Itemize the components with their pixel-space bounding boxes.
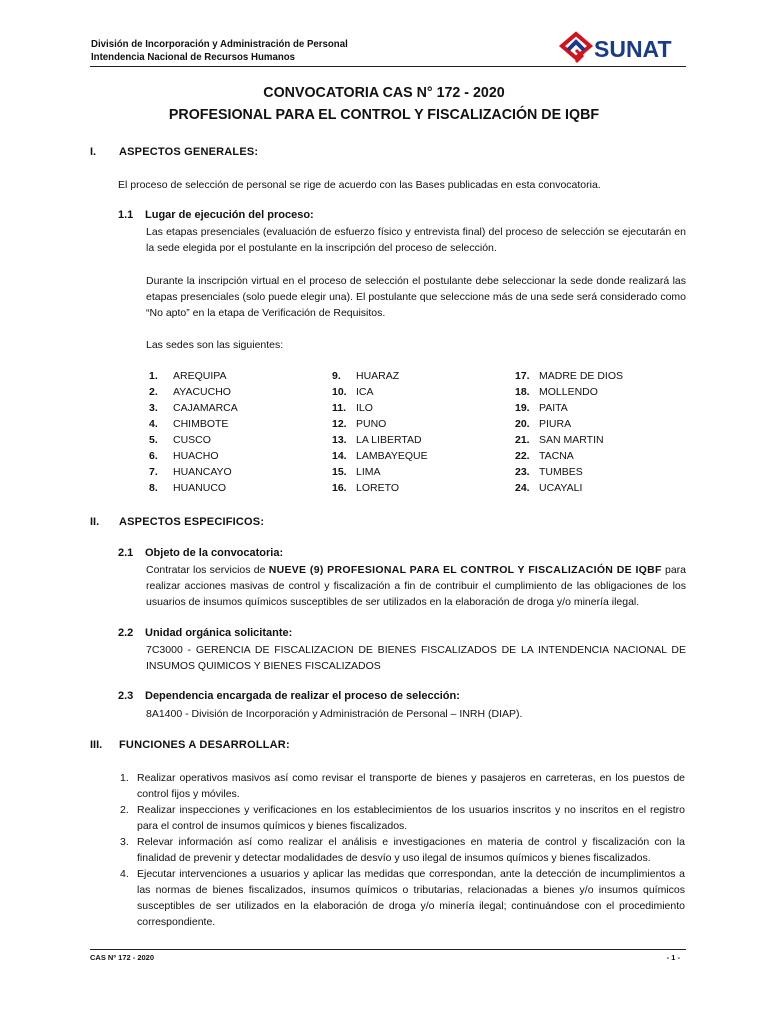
title-line-2: PROFESIONAL PARA EL CONTROL Y FISCALIZACIÓN DE IQBF bbox=[168, 106, 600, 123]
sedes-column-2 bbox=[332, 368, 502, 496]
sede-item: 14. LAMBAYEQUE bbox=[332, 450, 428, 462]
sede-item: 3. CAJAMARCA bbox=[149, 402, 238, 414]
sunat-logo-text: SUNAT bbox=[594, 36, 672, 62]
sede-item: 20. PIURA bbox=[515, 418, 572, 430]
header-divider bbox=[90, 66, 686, 67]
sede-item: 7. HUANCAYO bbox=[149, 466, 232, 478]
sede-item: 5. CUSCO bbox=[149, 434, 211, 446]
section-1-title: ASPECTOS GENERALES: bbox=[119, 146, 259, 158]
sede-item: 16. LORETO bbox=[332, 482, 399, 494]
section-2-title: ASPECTOS ESPECIFICOS: bbox=[119, 516, 265, 528]
header-unit-name bbox=[91, 38, 348, 64]
sunat-logo-icon bbox=[558, 30, 688, 66]
sede-item: 17. MADRE DE DIOS bbox=[515, 370, 624, 382]
title-line-1: CONVOCATORIA CAS N° 172 - 2020 bbox=[263, 84, 505, 101]
subsection-1-1-paragraph-2: Durante la inscripción virtual en el proceso de selección el postulante debe seleccionar la sede donde realizará las etapas presenciales (solo puede elegir una). El postulante que seleccione más de una sede será considerado como “No apto” en la etapa de Verificación de Requisitos. bbox=[146, 275, 686, 319]
sede-item: 10. ICA bbox=[332, 386, 374, 398]
subsection-2-1-paragraph: Contratar los servicios de NUEVE (9) PROFESIONAL PARA EL CONTROL Y FISCALIZACIÓN DE IQBF para realizar acciones masivas de control y fiscalización a fin de contribuir el cumplimiento de las obligaciones de los usuarios de insumos químicos susceptibles de ser utilizados en la elaboración de droga y/o minería ilegal. bbox=[146, 564, 686, 608]
sedes-column-3 bbox=[515, 368, 685, 496]
subsection-2-1-title: Objeto de la convocatoria: bbox=[145, 547, 284, 559]
sede-item: 24. UCAYALI bbox=[515, 482, 583, 494]
section-1-number: I. bbox=[90, 146, 97, 158]
footer-reference: CAS Nº 172 - 2020 bbox=[90, 953, 155, 962]
sede-item: 22. TACNA bbox=[515, 450, 574, 462]
subsection-2-1-number: 2.1 bbox=[118, 547, 134, 559]
subsection-2-2-text: 7C3000 - GERENCIA DE FISCALIZACION DE BIENES FISCALIZADOS DE LA INTENDENCIA NACIONAL DE INSUMOS QUIMICOS Y BIENES FISCALIZADOS bbox=[146, 644, 686, 672]
sede-item: 11. ILO bbox=[332, 402, 373, 414]
subsection-2-2-number: 2.2 bbox=[118, 627, 134, 639]
subsection-1-1-paragraph-3: Las sedes son las siguientes: bbox=[146, 339, 284, 351]
sede-item: 4. CHIMBOTE bbox=[149, 418, 229, 430]
sede-item: 8. HUANUCO bbox=[149, 482, 227, 494]
subsection-2-1-highlight: NUEVE (9) PROFESIONAL PARA EL CONTROL Y FISCALIZACIÓN DE IQBF bbox=[268, 564, 662, 576]
sede-item: 13. LA LIBERTAD bbox=[332, 434, 422, 446]
sede-item: 21. SAN MARTIN bbox=[515, 434, 604, 446]
sede-item: 9. HUARAZ bbox=[332, 370, 400, 382]
sede-item: 1. AREQUIPA bbox=[149, 370, 227, 382]
subsection-2-3-number: 2.3 bbox=[118, 690, 134, 702]
subsection-2-3-text: 8A1400 - División de Incorporación y Administración de Personal – INRH (DIAP). bbox=[146, 708, 523, 720]
section-2-number: II. bbox=[90, 516, 100, 528]
sede-item: 23. TUMBES bbox=[515, 466, 583, 478]
subsection-1-1-paragraph-1: Las etapas presenciales (evaluación de esfuerzo físico y entrevista final) del proceso de selección se ejecutarán en la sede elegida por el postulante en la inscripción del proceso de selección. bbox=[146, 226, 686, 254]
subsection-2-3-title: Dependencia encargada de realizar el proceso de selección: bbox=[145, 690, 460, 702]
header-line-1: División de Incorporación y Administración de Personal bbox=[91, 38, 348, 50]
sede-item: 15. LIMA bbox=[332, 466, 381, 478]
subsection-2-2-title: Unidad orgánica solicitante: bbox=[145, 627, 293, 639]
header-line-2: Intendencia Nacional de Recursos Humanos bbox=[91, 51, 295, 63]
sede-item: 18. MOLLENDO bbox=[515, 386, 598, 398]
sede-item: 19. PAITA bbox=[515, 402, 568, 414]
footer-divider bbox=[90, 949, 686, 950]
sedes-column-1 bbox=[149, 368, 319, 496]
section-3-number: III. bbox=[90, 739, 103, 751]
section-3-title: FUNCIONES A DESARROLLAR: bbox=[119, 739, 290, 751]
page-number: - 1 - bbox=[666, 953, 680, 962]
subsection-1-1-title: Lugar de ejecución del proceso: bbox=[145, 209, 314, 221]
sede-item: 6. HUACHO bbox=[149, 450, 219, 462]
sunat-logo bbox=[558, 30, 688, 66]
sede-item: 2. AYACUCHO bbox=[149, 386, 231, 398]
functions-list: 1. Realizar operativos masivos así como revisar el transporte de bienes y pasajeros en carreteras, en los puestos de control fijos y móviles. 2. Realizar inspecciones y verificaciones en los establecimientos de los usuarios inscritos y no inscritos en el registro para el control de insumos químicos y bienes fiscalizados. 3. Relevar información así como realizar el análisis e investigaciones en materia de control y fiscalización con la finalidad de prevenir y detectar modalidades de desvío y uso ilegal de insumos químicos y bienes fiscalizados. 4. Ejecutar intervenciones a usuarios y aplicar las medidas que correspondan, ante la detección de incumplimientos a las normas de bienes fiscalizados, insumos químicos o tributarias, relacionadas a bienes y/o insumos químicos susceptibles de ser utilizados en la elaboración de droga y/o minería ilegal; continuándose con el procedimiento correspondiente. bbox=[120, 772, 685, 928]
subsection-1-1-number: 1.1 bbox=[118, 209, 134, 221]
section-1-intro: El proceso de selección de personal se rige de acuerdo con las Bases publicadas en esta convocatoria. bbox=[118, 179, 601, 191]
sede-item: 12. PUNO bbox=[332, 418, 387, 430]
